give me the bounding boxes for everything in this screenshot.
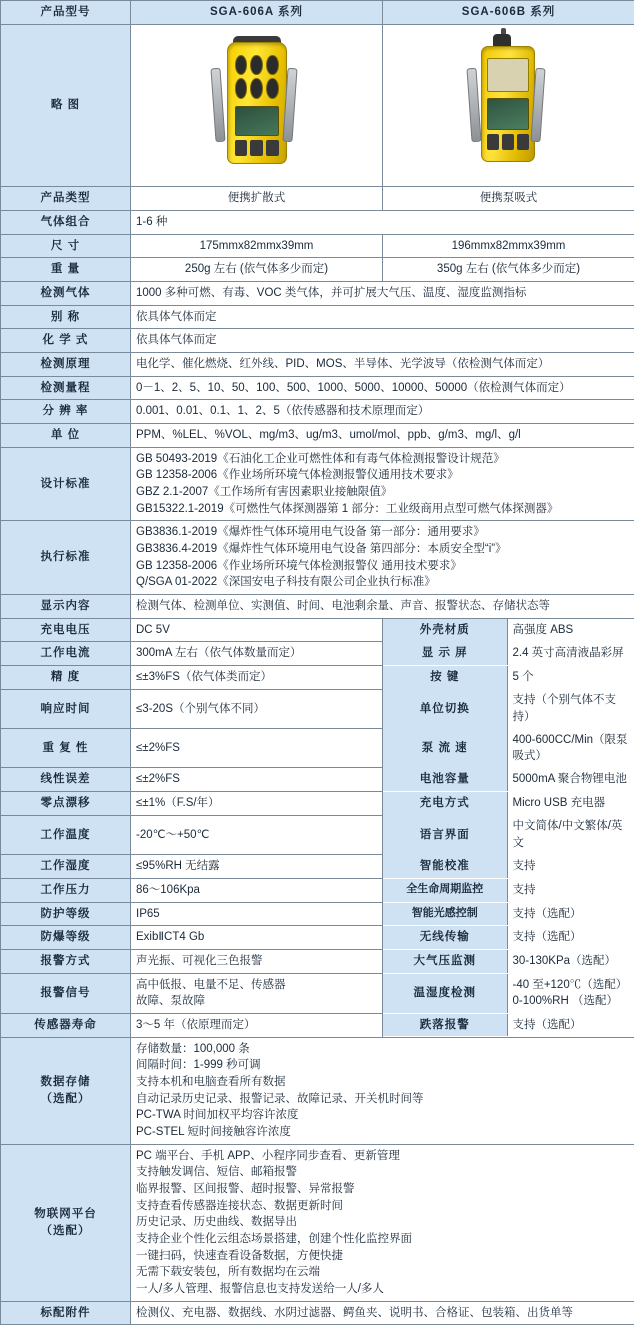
table-row-data-storage <box>1 1037 634 1144</box>
row-label-smart-calibration: 智能校准 <box>383 855 507 878</box>
row-label-alias: 别 称 <box>1 305 131 329</box>
row-label-response-time: 响应时间 <box>1 689 131 728</box>
row-label-lifecycle-monitoring: 全生命周期监控 <box>383 879 507 902</box>
table-row-model <box>1 1 634 25</box>
iot-platform-line: 历史记录、历史曲线、数据导出 <box>136 1214 629 1231</box>
table-row-pair-11 <box>1 926 634 950</box>
row-label-working-humidity: 工作湿度 <box>1 855 131 879</box>
charging-method-value: Micro USB 充电器 <box>507 792 634 815</box>
table-row-product-type <box>1 187 634 211</box>
design-standard-list <box>131 447 634 521</box>
atmospheric-pressure-monitor-value: 30-130KPa（选配） <box>507 950 634 973</box>
device-b-keypad <box>487 134 529 150</box>
sensor-life-value: 3～5 年（依原理而定） <box>131 1013 383 1037</box>
linearity-error-value: ≤±2%FS <box>131 768 383 792</box>
table-row-size <box>1 234 634 258</box>
unit-value: PPM、%LEL、%VOL、mg/m3、ug/m3、umol/mol、ppb、g/m3、mg/l、g/l <box>131 424 634 448</box>
row-label-alarm-signal: 报警信号 <box>1 973 131 1013</box>
row-label-gas-combination: 气体组合 <box>1 211 131 235</box>
row-label-weight: 重 量 <box>1 258 131 282</box>
table-row-formula <box>1 329 634 353</box>
accessories-value: 检测仪、充电器、数据线、水阴过滤器、鳄鱼夹、说明书、合格证、包装箱、出货单等 <box>131 1301 634 1325</box>
row-label-resolution: 分 辨 率 <box>1 400 131 424</box>
table-row-pair-7 <box>1 815 634 854</box>
iot-platform-line: 支持企业个性化云组态场景搭建，创建个性化监控界面 <box>136 1231 629 1248</box>
design-standard-line: GB 50493-2019《石油化工企业可燃性体和有毒气体检测报警设计规范》 <box>136 451 629 468</box>
alarm-signal-line: 高中低报、电量不足、传感器 <box>136 977 377 994</box>
table-row-gas-combination <box>1 211 634 235</box>
row-label-data-storage <box>1 1037 131 1144</box>
row-label-execution-standard: 执行标准 <box>1 521 131 595</box>
resolution-value: 0.001、0.01、0.1、1、2、5（依传感器和技术原理而定） <box>131 400 634 424</box>
pair-4-right <box>383 729 634 768</box>
table-row-accessories <box>1 1301 634 1325</box>
execution-standard-line: GB3836.4-2019《爆炸性气体环境用电气设备 第四部分：本质安全型“i”》 <box>136 541 629 558</box>
working-pressure-value: 86～106Kpa <box>131 878 383 902</box>
table-row-display-content <box>1 595 634 619</box>
repeatability-value: ≤±2%FS <box>131 729 383 768</box>
execution-standard-line: GB3836.1-2019《爆炸性气体环境用电气设备 第一部分：通用要求》 <box>136 524 629 541</box>
iot-platform-line: 临界报警、区间报警、超时报警、异常报警 <box>136 1181 629 1198</box>
accuracy-value: ≤±3%FS（依气体类而定） <box>131 666 383 690</box>
pair-11-right <box>383 926 634 950</box>
row-label-buttons: 按 键 <box>383 666 507 689</box>
table-row-unit <box>1 424 634 448</box>
pair-0-right <box>383 618 634 642</box>
pair-12-right <box>383 949 634 973</box>
portable-pump-gas-detector-icon <box>449 28 569 178</box>
row-label-design-standard: 设计标准 <box>1 447 131 521</box>
working-humidity-value: ≤95%RH 无结露 <box>131 855 383 879</box>
row-label-accessories: 标配附件 <box>1 1301 131 1325</box>
shell-material-value: 高强度 ABS <box>507 619 634 642</box>
device-b-left-clip <box>466 67 481 142</box>
table-row-sketch <box>1 24 634 187</box>
alarm-signal-line: 故障、泵故障 <box>136 993 377 1010</box>
response-time-value: ≤3-20S（个别气体不同） <box>131 689 383 728</box>
table-row-pair-5 <box>1 768 634 792</box>
table-row-pair-4 <box>1 729 634 768</box>
size-b-value: 196mmx82mmx39mm <box>383 234 634 258</box>
range-value: 0－1、2、5、10、50、100、500、1000、5000、10000、50000（依检测气体而定） <box>131 376 634 400</box>
row-label-accuracy: 精 度 <box>1 666 131 690</box>
device-a-sensor-ports <box>235 55 279 99</box>
row-label-sensor-life: 传感器寿命 <box>1 1013 131 1037</box>
wireless-transmission-value: 支持（选配） <box>507 926 634 949</box>
row-label-charge-voltage: 充电电压 <box>1 618 131 642</box>
device-b-label-panel <box>487 58 529 92</box>
temp-humidity-line: -40 至+120℃（选配） <box>513 977 630 994</box>
row-label-pump-flow: 泵 流 速 <box>383 729 507 768</box>
iot-platform-label-line2: （选配） <box>6 1223 125 1240</box>
row-label-unit-switch: 单位切换 <box>383 689 507 728</box>
row-label-charging-method: 充电方式 <box>383 792 507 815</box>
explosion-proof-grade-value: ExibⅡCT4 Gb <box>131 926 383 950</box>
pair-2-right <box>383 666 634 690</box>
design-standard-line: GB15322.1-2019《可燃性气体探测器第 1 部分：工业级商用点型可燃气体探测器》 <box>136 501 629 518</box>
table-row-pair-0 <box>1 618 634 642</box>
pair-10-right <box>383 902 634 926</box>
row-label-display-screen: 显 示 屏 <box>383 642 507 665</box>
temp-humidity-line: 0-100%RH （选配） <box>513 993 630 1010</box>
row-label-principle: 检测原理 <box>1 353 131 377</box>
device-a-left-clip <box>210 67 225 142</box>
row-label-sketch: 略 图 <box>1 24 131 187</box>
column-header-model-a: SGA-606A 系列 <box>131 1 383 25</box>
drop-alarm-right <box>383 1013 634 1037</box>
smart-light-control-value: 支持（选配） <box>507 903 634 926</box>
iot-platform-list <box>131 1144 634 1301</box>
data-storage-label-line1: 数据存储 <box>6 1074 125 1091</box>
execution-standard-line: Q/SGA 01-2022《深国安电子科技有限公司企业执行标准》 <box>136 574 629 591</box>
table-row-alarm-signal <box>1 973 634 1013</box>
row-label-shell-material: 外壳材质 <box>383 619 507 642</box>
row-label-working-pressure: 工作压力 <box>1 878 131 902</box>
formula-value: 依具体气体而定 <box>131 329 634 353</box>
data-storage-line: PC-TWA 时间加权平均容许浓度 <box>136 1107 629 1124</box>
product-type-b-value: 便携泵吸式 <box>383 187 634 211</box>
row-label-unit: 单 位 <box>1 424 131 448</box>
data-storage-line: 支持本机和电脑查看所有数据 <box>136 1074 629 1091</box>
alias-value: 依具体气体而定 <box>131 305 634 329</box>
row-label-temp-humidity-detection: 温湿度检测 <box>383 974 507 1013</box>
drop-alarm-value: 支持（选配） <box>507 1014 634 1037</box>
row-label-smart-light-control: 智能光感控制 <box>383 903 507 926</box>
buttons-value: 5 个 <box>507 666 634 689</box>
row-label-battery-capacity: 电池容量 <box>383 768 507 791</box>
row-label-working-temperature: 工作温度 <box>1 815 131 854</box>
pair-7-right <box>383 815 634 854</box>
display-screen-value: 2.4 英寸高清液晶彩屏 <box>507 642 634 665</box>
row-label-zero-drift: 零点漂移 <box>1 792 131 816</box>
protection-grade-value: IP65 <box>131 902 383 926</box>
table-row-pair-9 <box>1 878 634 902</box>
column-header-model-b: SGA-606B 系列 <box>383 1 634 25</box>
pair-3-right <box>383 689 634 728</box>
row-label-language-interface: 语言界面 <box>383 815 507 854</box>
alarm-signal-value <box>131 973 383 1013</box>
row-label-product-type: 产品类型 <box>1 187 131 211</box>
table-row-pair-2 <box>1 666 634 690</box>
table-row-pair-10 <box>1 902 634 926</box>
row-label-drop-alarm: 跌落报警 <box>383 1014 507 1037</box>
zero-drift-value: ≤±1%（F.S/年） <box>131 792 383 816</box>
device-a-keypad <box>235 140 279 156</box>
table-row-alias <box>1 305 634 329</box>
table-row-detect-gas <box>1 282 634 306</box>
iot-platform-line: 支持触发调信、短信、邮箱报警 <box>136 1164 629 1181</box>
product-image-b-cell <box>383 24 634 187</box>
iot-platform-line: 一人/多人管理、报警信息也支持发送给一人/多人 <box>136 1281 629 1298</box>
principle-value: 电化学、催化燃烧、红外线、PID、MOS、半导体、光学波导（依检测气体而定） <box>131 353 634 377</box>
row-label-wireless-transmission: 无线传输 <box>383 926 507 949</box>
data-storage-list <box>131 1037 634 1144</box>
iot-platform-line: 支持查看传感器连接状态、数据更新时间 <box>136 1198 629 1215</box>
device-a-display <box>235 106 279 136</box>
pair-1-right <box>383 642 634 666</box>
pair-9-right <box>383 878 634 902</box>
row-label-linearity-error: 线性误差 <box>1 768 131 792</box>
temp-humidity-value <box>507 974 634 1013</box>
working-temperature-value: -20℃～+50℃ <box>131 815 383 854</box>
row-label-size: 尺 寸 <box>1 234 131 258</box>
table-row-pair-3 <box>1 689 634 728</box>
alarm-method-value: 声光振、可视化三色报警 <box>131 949 383 973</box>
iot-platform-label-line1: 物联网平台 <box>6 1206 125 1223</box>
product-type-a-value: 便携扩散式 <box>131 187 383 211</box>
language-interface-value: 中文简体/中文繁体/英文 <box>507 815 634 854</box>
unit-switch-value: 支持（个别气体不支持） <box>507 689 634 728</box>
pair-6-right <box>383 792 634 816</box>
pair-8-right <box>383 855 634 879</box>
display-content-value: 检测气体、检测单位、实测值、时间、电池剩余量、声音、报警状态、存储状态等 <box>131 595 634 619</box>
design-standard-line: GB 12358-2006《作业场所环境气体检测报警仪通用技术要求》 <box>136 467 629 484</box>
row-label-formula: 化 学 式 <box>1 329 131 353</box>
pump-flow-value: 400-600CC/Min（限泵吸式） <box>507 729 634 768</box>
table-row-pair-6 <box>1 792 634 816</box>
temp-humidity-right <box>383 973 634 1013</box>
row-label-protection-grade: 防护等级 <box>1 902 131 926</box>
smart-calibration-value: 支持 <box>507 855 634 878</box>
row-label-working-current: 工作电流 <box>1 642 131 666</box>
device-b-display <box>487 98 529 130</box>
data-storage-line: PC-STEL 短时间接触容许浓度 <box>136 1124 629 1141</box>
row-label-atmospheric-pressure-monitor: 大气压监测 <box>383 950 507 973</box>
table-row-design-standard <box>1 447 634 521</box>
table-row-execution-standard <box>1 521 634 595</box>
table-row-weight <box>1 258 634 282</box>
size-a-value: 175mmx82mmx39mm <box>131 234 383 258</box>
table-row-iot-platform <box>1 1144 634 1301</box>
working-current-value: 300mA 左右（依气体数量而定） <box>131 642 383 666</box>
portable-diffusion-gas-detector-icon <box>197 28 317 178</box>
gas-combination-value: 1-6 种 <box>131 211 634 235</box>
weight-b-value: 350g 左右 (依气体多少而定) <box>383 258 634 282</box>
execution-standard-line: GB 12358-2006《作业场所环境气体检测报警仪 通用技术要求》 <box>136 558 629 575</box>
table-row-pair-12 <box>1 949 634 973</box>
row-label-range: 检测量程 <box>1 376 131 400</box>
iot-platform-line: 无需下载安装包，所有数据均在云端 <box>136 1264 629 1281</box>
table-row-sensor-life <box>1 1013 634 1037</box>
iot-platform-line: PC 端平台、手机 APP、小程序同步查看、更新管理 <box>136 1148 629 1165</box>
table-row-pair-8 <box>1 855 634 879</box>
data-storage-line: 存储数量：100,000 条 <box>136 1041 629 1058</box>
row-label-display-content: 显示内容 <box>1 595 131 619</box>
row-label-detect-gas: 检测气体 <box>1 282 131 306</box>
row-label-model: 产品型号 <box>1 1 131 25</box>
iot-platform-line: 一键扫码，快速查看设备数据，方便快捷 <box>136 1248 629 1265</box>
pair-5-right <box>383 768 634 792</box>
weight-a-value: 250g 左右 (依气体多少而定) <box>131 258 383 282</box>
charge-voltage-value: DC 5V <box>131 618 383 642</box>
row-label-repeatability: 重 复 性 <box>1 729 131 768</box>
row-label-explosion-proof-grade: 防爆等级 <box>1 926 131 950</box>
table-row-pair-1 <box>1 642 634 666</box>
data-storage-line: 自动记录历史记录、报警记录、故障记录、开关机时间等 <box>136 1091 629 1108</box>
battery-capacity-value: 5000mA 聚合物锂电池 <box>507 768 634 791</box>
data-storage-line: 间隔时间：1-999 秒可调 <box>136 1057 629 1074</box>
table-row-range <box>1 376 634 400</box>
data-storage-label-line2: （选配） <box>6 1091 125 1108</box>
row-label-iot-platform <box>1 1144 131 1301</box>
product-image-a-cell <box>131 24 383 187</box>
detect-gas-value: 1000 多种可燃、有毒、VOC 类气体，并可扩展大气压、温度、湿度监测指标 <box>131 282 634 306</box>
design-standard-line: GBZ 2.1-2007《工作场所有害因素职业接触限值》 <box>136 484 629 501</box>
lifecycle-monitoring-value: 支持 <box>507 879 634 902</box>
row-label-alarm-method: 报警方式 <box>1 949 131 973</box>
table-row-resolution <box>1 400 634 424</box>
execution-standard-list <box>131 521 634 595</box>
table-row-principle <box>1 353 634 377</box>
